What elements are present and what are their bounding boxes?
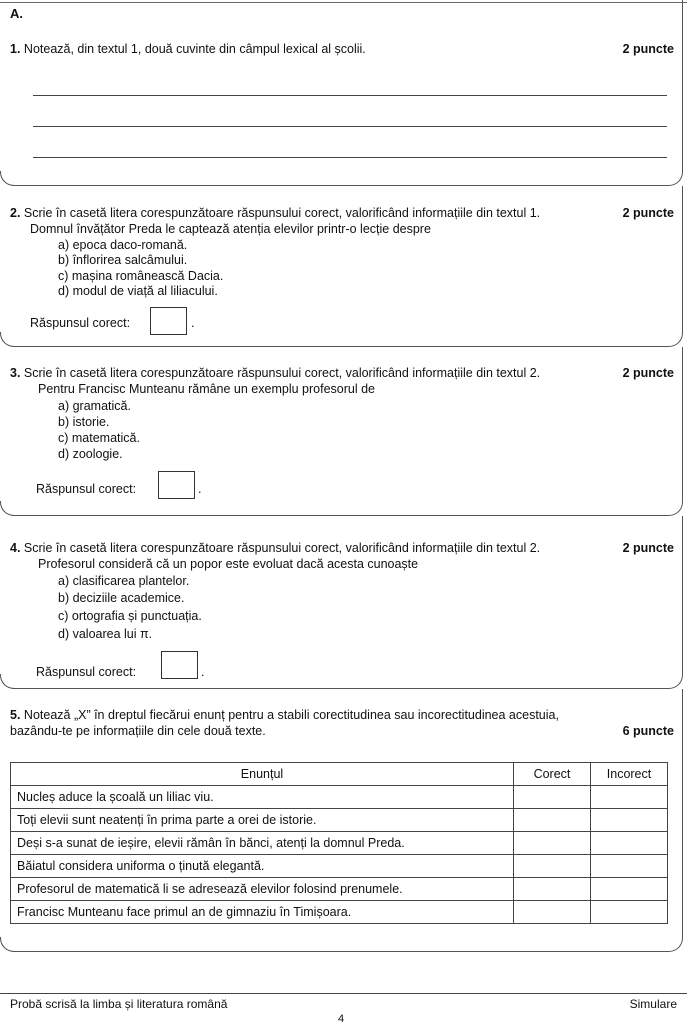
- answer-line[interactable]: [33, 95, 667, 96]
- answer-box[interactable]: [161, 651, 198, 679]
- question-1-text: [10, 42, 600, 57]
- correct-cell[interactable]: [514, 832, 591, 855]
- option-b: b) înflorirea salcâmului.: [58, 253, 188, 267]
- statement-text: Francisc Munteanu face primul an de gimnaziu în Timișoara.: [11, 901, 514, 924]
- question-3-box: [0, 347, 683, 516]
- option-d: d) zoologie.: [58, 447, 123, 461]
- answer-label: Răspunsul corect:: [36, 482, 137, 496]
- option-a: a) epoca daco-romană.: [58, 238, 188, 252]
- table-row: [11, 855, 668, 878]
- statement-text: Nucleș aduce la școală un liliac viu.: [11, 786, 514, 809]
- question-2-text: [10, 206, 600, 221]
- correct-cell[interactable]: [514, 878, 591, 901]
- option-d: d) valoarea lui π.: [58, 627, 153, 641]
- option-d: d) modul de viață al liliacului.: [58, 284, 218, 298]
- correct-cell[interactable]: [514, 809, 591, 832]
- incorrect-cell[interactable]: [591, 878, 668, 901]
- table-row: [11, 901, 668, 924]
- answer-period: .: [201, 665, 205, 679]
- question-3-points: 2 puncte: [622, 366, 674, 380]
- table-header-row: [11, 763, 668, 786]
- option-a: a) gramatică.: [58, 399, 131, 413]
- answer-period: .: [198, 482, 202, 496]
- incorrect-cell[interactable]: [591, 809, 668, 832]
- statement-text: Toți elevii sunt neatenți în prima parte a orei de istorie.: [11, 809, 514, 832]
- question-2-prompt: Scrie în casetă litera corespunzătoare răspunsului corect, valorificând informațiile din textul 1.: [23, 206, 541, 220]
- question-3-prompt: Scrie în casetă litera corespunzătoare răspunsului corect, valorificând informațiile din textul 2.: [23, 366, 541, 380]
- option-c: c) ortografia și punctuația.: [58, 609, 202, 623]
- footer-rule: [0, 993, 687, 994]
- table-row: [11, 832, 668, 855]
- question-4-prompt: Scrie în casetă litera corespunzătoare răspunsului corect, valorificând informațiile din textul 2.: [23, 541, 541, 555]
- footer-exam-type: Simulare: [629, 997, 677, 1011]
- question-3-text: [10, 366, 600, 381]
- option-a: a) clasificarea plantelor.: [58, 574, 190, 588]
- question-4-box: [0, 516, 683, 689]
- correct-cell[interactable]: [514, 855, 591, 878]
- correct-cell[interactable]: [514, 901, 591, 924]
- statement-text: Profesorul de matematică li se adresează elevilor folosind prenumele.: [11, 878, 514, 901]
- answer-line[interactable]: [33, 126, 667, 127]
- table-row: [11, 786, 668, 809]
- statement-text: Băiatul considera uniforma o ținută elegantă.: [11, 855, 514, 878]
- question-2-box: [0, 186, 683, 347]
- question-5-text: [10, 708, 680, 723]
- question-5-prompt-line1: Notează „X” în dreptul fiecărui enunț pentru a stabili corectitudinea sau incorectitudinea acestuia,: [23, 708, 559, 722]
- header-statement: Enunțul: [11, 763, 514, 786]
- question-5-points: 6 puncte: [622, 724, 674, 738]
- statements-table: [10, 762, 668, 924]
- question-5-prompt-line2: bazându-te pe informațiile din cele două texte.: [10, 724, 266, 738]
- question-2-points: 2 puncte: [622, 206, 674, 220]
- question-4-points: 2 puncte: [622, 541, 674, 555]
- option-c: c) matematică.: [58, 431, 140, 445]
- incorrect-cell[interactable]: [591, 855, 668, 878]
- answer-label: Răspunsul corect:: [36, 665, 137, 679]
- option-c: c) mașina românească Dacia.: [58, 269, 224, 283]
- incorrect-cell[interactable]: [591, 901, 668, 924]
- question-3-stem: Pentru Francisc Munteanu rămâne un exemplu profesorul de: [38, 382, 375, 396]
- incorrect-cell[interactable]: [591, 786, 668, 809]
- question-1-prompt: Notează, din textul 1, două cuvinte din câmpul lexical al școlii.: [23, 42, 366, 56]
- question-1-box: [0, 0, 683, 186]
- answer-label: Răspunsul corect:: [30, 316, 131, 330]
- question-number: 1.: [10, 42, 21, 56]
- option-b: b) deciziile academice.: [58, 591, 185, 605]
- answer-period: .: [191, 316, 195, 330]
- section-label: A.: [10, 6, 23, 21]
- question-4-stem: Profesorul consideră că un popor este evoluat dacă acesta cunoaște: [38, 557, 419, 571]
- answer-line[interactable]: [33, 157, 667, 158]
- question-2-stem: Domnul învățător Preda le captează atenția elevilor printr-o lecție despre: [30, 222, 431, 236]
- table-row: [11, 809, 668, 832]
- table-row: [11, 878, 668, 901]
- question-number: 2.: [10, 206, 21, 220]
- footer-exam-title: Probă scrisă la limba și literatura română: [10, 997, 228, 1011]
- statement-text: Deși s-a sunat de ieșire, elevii rămân în bănci, atenți la domnul Preda.: [11, 832, 514, 855]
- correct-cell[interactable]: [514, 786, 591, 809]
- question-number: 4.: [10, 541, 21, 555]
- header-correct: Corect: [514, 763, 591, 786]
- answer-box[interactable]: [158, 471, 195, 499]
- question-4-text: [10, 541, 600, 556]
- option-b: b) istorie.: [58, 415, 110, 429]
- page-number: 4: [338, 1013, 345, 1025]
- question-number: 3.: [10, 366, 21, 380]
- question-number: 5.: [10, 708, 21, 722]
- header-incorrect: Incorect: [591, 763, 668, 786]
- answer-box[interactable]: [150, 307, 187, 335]
- question-1-points: 2 puncte: [622, 42, 674, 56]
- incorrect-cell[interactable]: [591, 832, 668, 855]
